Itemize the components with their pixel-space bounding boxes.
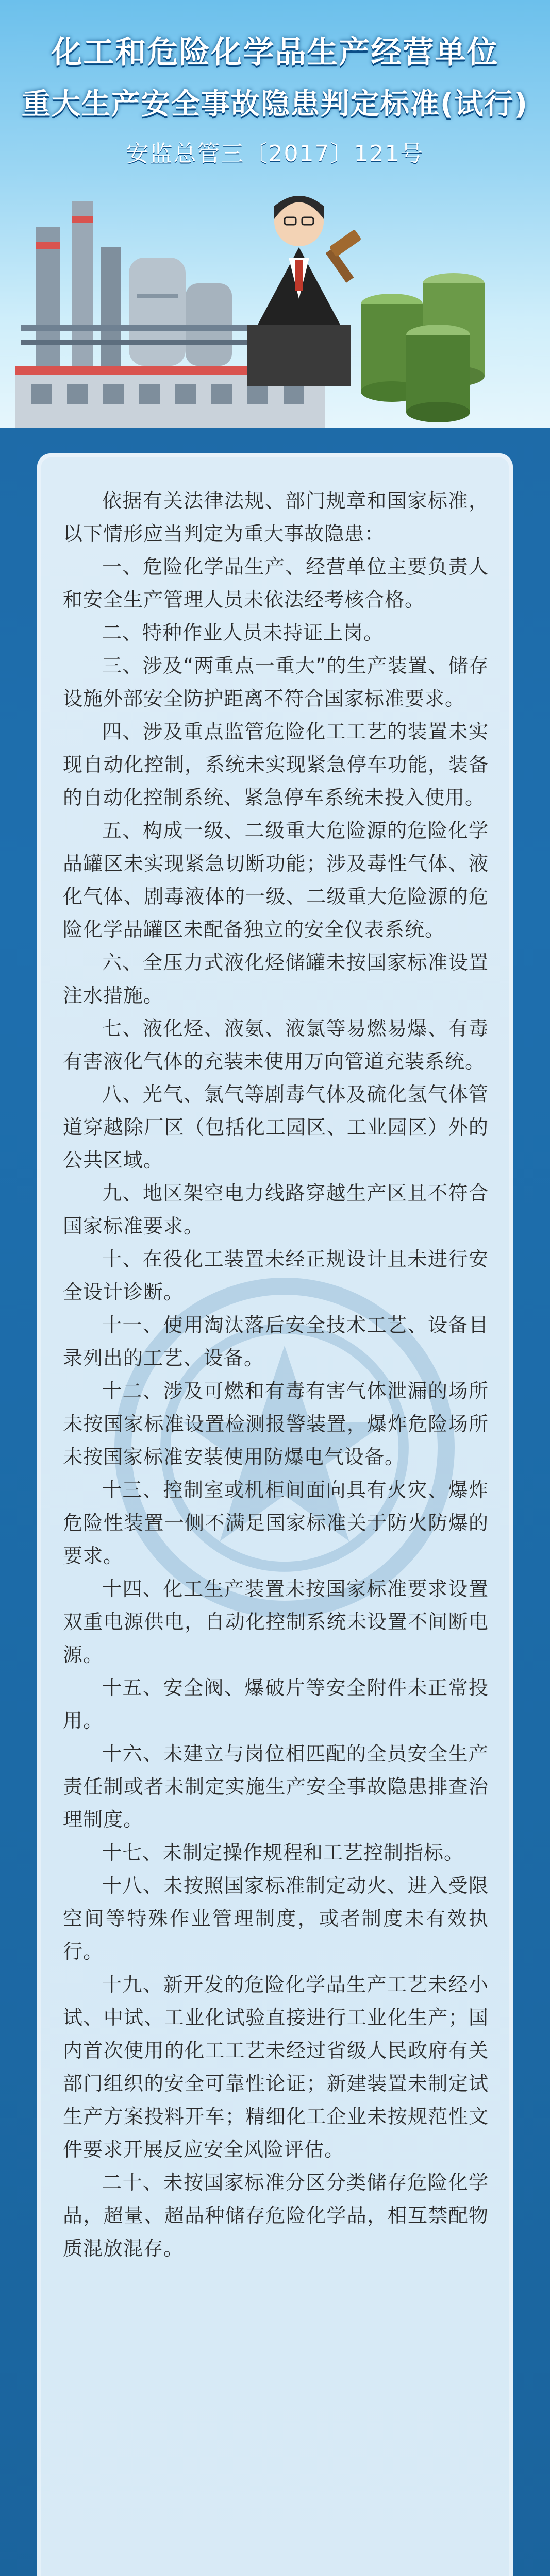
clause-11: 十一、使用淘汰落后安全技术工艺、设备目录列出的工艺、设备。 — [63, 1314, 489, 1369]
title-line-2: 重大生产安全事故隐患判定标准(试行) — [21, 88, 529, 121]
clause-10: 十、在役化工装置未经正规设计且未进行安全设计诊断。 — [63, 1248, 489, 1303]
clause-20: 二十、未按国家标准分区分类储存危险化学品，超量、超品种储存危险化学品，相互禁配物质混放混存。 — [63, 2171, 489, 2260]
clause-6: 六、全压力式液化烃储罐未按国家标准设置注水措施。 — [63, 951, 489, 1007]
document-number: 安监总管三〔2017〕121号 — [126, 141, 424, 167]
content-card — [37, 453, 513, 2576]
clause-8: 八、光气、氯气等剧毒气体及硫化氢气体管道穿越除厂区（包括化工园区、工业园区）外的公共区域。 — [63, 1083, 489, 1172]
factory-illustration — [0, 170, 550, 428]
clause-3: 三、涉及“两重点一重大”的生产装置、储存设施外部安全防护距离不符合国家标准要求。 — [63, 654, 489, 710]
clause-18: 十八、未按照国家标准制定动火、进入受限空间等特殊作业管理制度，或者制度未有效执行。 — [63, 1874, 489, 1963]
judge-figure — [247, 196, 361, 386]
header-banner — [0, 0, 550, 428]
clause-1: 一、危险化学品生产、经营单位主要负责人和安全生产管理人员未依法经考核合格。 — [63, 555, 489, 611]
clause-14: 十四、化工生产装置未按国家标准要求设置双重电源供电，自动化控制系统未设置不间断电源。 — [63, 1578, 489, 1666]
clause-2: 二、特种作业人员未持证上岗。 — [102, 621, 384, 644]
clause-19: 十九、新开发的危险化学品生产工艺未经小试、中试、工业化试验直接进行工业化生产；国内首次使用的化工工艺未经过省级人民政府有关部门组织的安全可靠性论证；新建装置未制定试生产方案投料开车；精细化工企业未按规范性文件要求开展反应安全风险评估。 — [63, 1973, 489, 2161]
clause-9: 九、地区架空电力线路穿越生产区且不符合国家标准要求。 — [63, 1182, 489, 1238]
clause-7: 七、液化烃、液氨、液氯等易燃易爆、有毒有害液化气体的充装未使用万向管道充装系统。 — [63, 1017, 489, 1073]
standard-text — [63, 484, 489, 2265]
clause-12: 十二、涉及可燃和有毒有害气体泄漏的场所未按国家标准设置检测报警装置，爆炸危险场所未按国家标准安装使用防爆电气设备。 — [63, 1380, 489, 1468]
clause-17: 十七、未制定操作规程和工艺控制指标。 — [102, 1841, 464, 1864]
clause-16: 十六、未建立与岗位相匹配的全员安全生产责任制或者未制定实施生产安全事故隐患排查治理制度。 — [63, 1742, 489, 1831]
title-line-1: 化工和危险化学品生产经营单位 — [51, 35, 499, 71]
clause-13: 十三、控制室或机柜间面向具有火灾、爆炸危险性装置一侧不满足国家标准关于防火防爆的要求。 — [63, 1479, 489, 1567]
clause-5: 五、构成一级、二级重大危险源的危险化学品罐区未实现紧急切断功能；涉及毒性气体、液化气体、剧毒液体的一级、二级重大危险源的危险化学品罐区未配备独立的安全仪表系统。 — [63, 819, 489, 941]
intro-paragraph: 依据有关法律法规、部门规章和国家标准，以下情形应当判定为重大事故隐患： — [63, 489, 489, 545]
chemical-barrels — [361, 273, 485, 422]
clause-4: 四、涉及重点监管危险化工工艺的装置未实现自动化控制，系统未实现紧急停车功能，装备的自动化控制系统、紧急停车系统未投入使用。 — [63, 720, 489, 809]
clause-15: 十五、安全阀、爆破片等安全附件未正常投用。 — [63, 1676, 489, 1732]
